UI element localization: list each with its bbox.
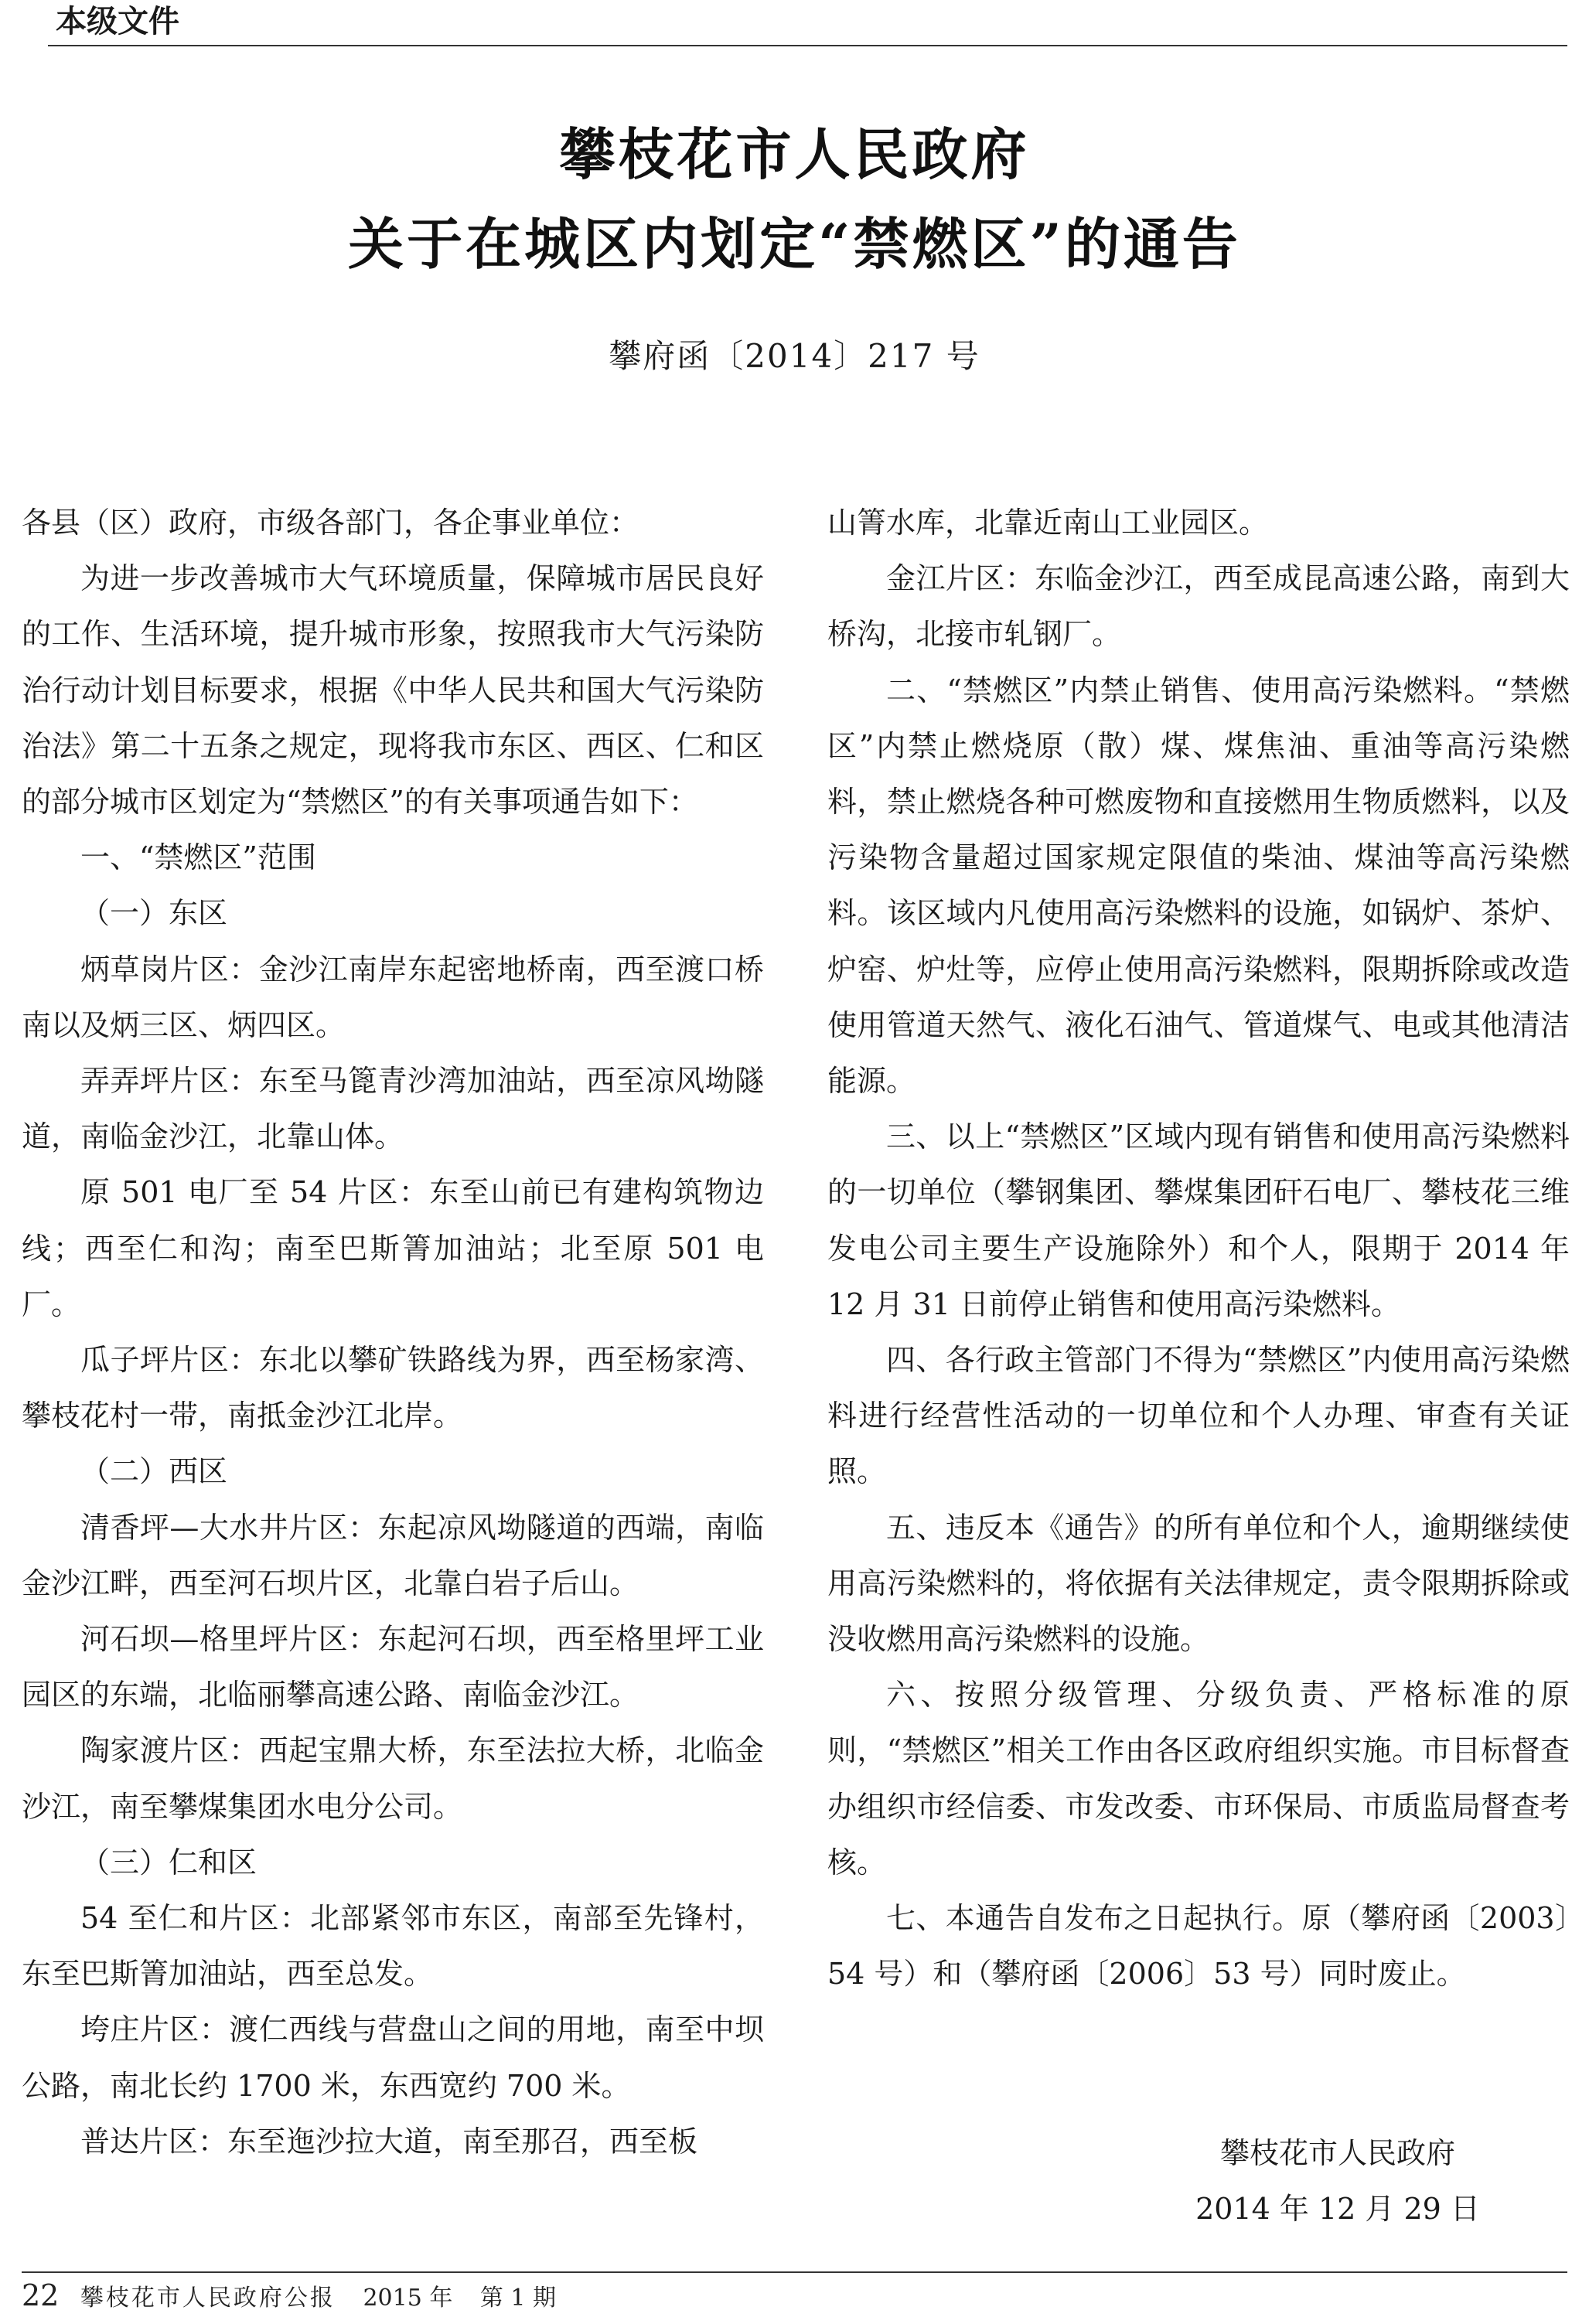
- paragraph: 七、本通告自发布之日起执行。原（攀府函〔2003〕54 号）和（攀府函〔2006〕53 号）同时废止。: [827, 1901, 1570, 1992]
- signature-date: 2014 年 12 月 29 日: [1195, 2192, 1480, 2226]
- paragraph: 为进一步改善城市大气环境质量，保障城市居民良好的工作、生活环境，提升城市形象，按照我市大气污染防治行动计划目标要求，根据《中华人民共和国大气污染防治法》第二十五条之规定，现将我市东区、西区、仁和区的部分城市区划定为“禁燃区”的有关事项通告如下：: [22, 561, 764, 820]
- signature-organization: 攀枝花市人民政府: [1219, 2136, 1455, 2170]
- paragraph: 金江片区：东临金沙江，西至成昆高速公路，南到大桥沟，北接市轧钢厂。: [827, 561, 1570, 652]
- page-footer: [22, 2276, 556, 2315]
- section-label: 本级文件: [56, 4, 179, 39]
- footer-divider: [22, 2271, 1567, 2273]
- paragraph: 五、违反本《通告》的所有单位和个人，逾期继续使用高污染燃料的，将依据有关法律规定，责令限期拆除或没收燃用高污染燃料的设施。: [827, 1510, 1570, 1657]
- paragraph: 54 至仁和片区：北部紧邻市东区，南部至先锋村，东至巴斯箐加油站，西至总发。: [22, 1901, 764, 1992]
- paragraph: 原 501 电厂至 54 片区：东至山前已有建构筑物边线；西至仁和沟；南至巴斯箐加油站；北至原 501 电厂。: [22, 1175, 764, 1321]
- document-number: 攀府函〔2014〕217 号: [609, 337, 980, 375]
- paragraph: 炳草岗片区：金沙江南岸东起密地桥南，西至渡口桥南以及炳三区、炳四区。: [22, 952, 764, 1042]
- paragraph: 陶家渡片区：西起宝鼎大桥，东至法拉大桥，北临金沙江，南至攀煤集团水电分公司。: [22, 1733, 764, 1824]
- paragraph: 瓜子坪片区：东北以攀矿铁路线为界，西至杨家湾、攀枝花村一带，南抵金沙江北岸。: [22, 1343, 764, 1433]
- paragraph: 山箐水库，北靠近南山工业园区。: [827, 506, 1269, 540]
- paragraph: 清香坪—大水井片区：东起凉风坳隧道的西端，南临金沙江畔，西至河石坝片区，北靠白岩子后山。: [22, 1510, 764, 1600]
- page-number: 22: [22, 2278, 60, 2312]
- paragraph: 三、以上“禁燃区”区域内现有销售和使用高污染燃料的一切单位（攀钢集团、攀煤集团矸石电厂、攀枝花三维发电公司主要生产设施除外）和个人，限期于 2014 年 12 月 31 日前停止销售和使用高污染燃料。: [827, 1119, 1570, 1321]
- paragraph: 四、各行政主管部门不得为“禁燃区”内使用高污染燃料进行经营性活动的一切单位和个人办理、审查有关证照。: [827, 1343, 1570, 1489]
- paragraph: 六、按照分级管理、分级负责、严格标准的原则，“禁燃区”相关工作由各区政府组织实施。市目标督查办组织市经信委、市发改委、市环保局、市质监局督查考核。: [827, 1678, 1570, 1879]
- paragraph: 各县（区）政府，市级各部门，各企事业单位：: [22, 506, 639, 540]
- document-title-line2: 关于在城区内划定“禁燃区”的通告: [348, 211, 1241, 277]
- header-divider: [48, 45, 1567, 46]
- paragraph: 普达片区：东至迤沙拉大道，南至那召，西至板: [80, 2124, 698, 2159]
- publication-name: 攀枝花市人民政府公报: [80, 2285, 336, 2312]
- paragraph: （二）西区: [80, 1454, 228, 1489]
- publication-year: 2015 年: [363, 2285, 453, 2312]
- paragraph: 垮庄片区：渡仁西线与营盘山之间的用地，南至中坝公路，南北长约 1700 米，东西宽约 700 米。: [22, 2012, 764, 2103]
- paragraph: （三）仁和区: [80, 1845, 257, 1879]
- paragraph: 一、“禁燃区”范围: [80, 840, 316, 875]
- document-title-line1: 攀枝花市人民政府: [559, 121, 1030, 187]
- left-column: [22, 495, 764, 2169]
- paragraph: 河石坝—格里坪片区：东起河石坝，西至格里坪工业园区的东端，北临丽攀高速公路、南临金沙江。: [22, 1622, 764, 1712]
- paragraph: 弄弄坪片区：东至马篦青沙湾加油站，西至凉风坳隧道，南临金沙江，北靠山体。: [22, 1064, 764, 1154]
- right-column: [827, 495, 1570, 2002]
- publication-issue: 第 1 期: [479, 2285, 557, 2312]
- paragraph: 二、“禁燃区”内禁止销售、使用高污染燃料。“禁燃区”内禁止燃烧原（散）煤、煤焦油、重油等高污染燃料，禁止燃烧各种可燃废物和直接燃用生物质燃料，以及污染物含量超过国家规定限值的柴油、煤油等高污染燃料。该区域内凡使用高污染燃料的设施，如锅炉、茶炉、炉窑、炉灶等，应停止使用高污染燃料，限期拆除或改造使用管道天然气、液化石油气、管道煤气、电或其他清洁能源。: [827, 673, 1570, 1099]
- paragraph: （一）东区: [80, 896, 228, 931]
